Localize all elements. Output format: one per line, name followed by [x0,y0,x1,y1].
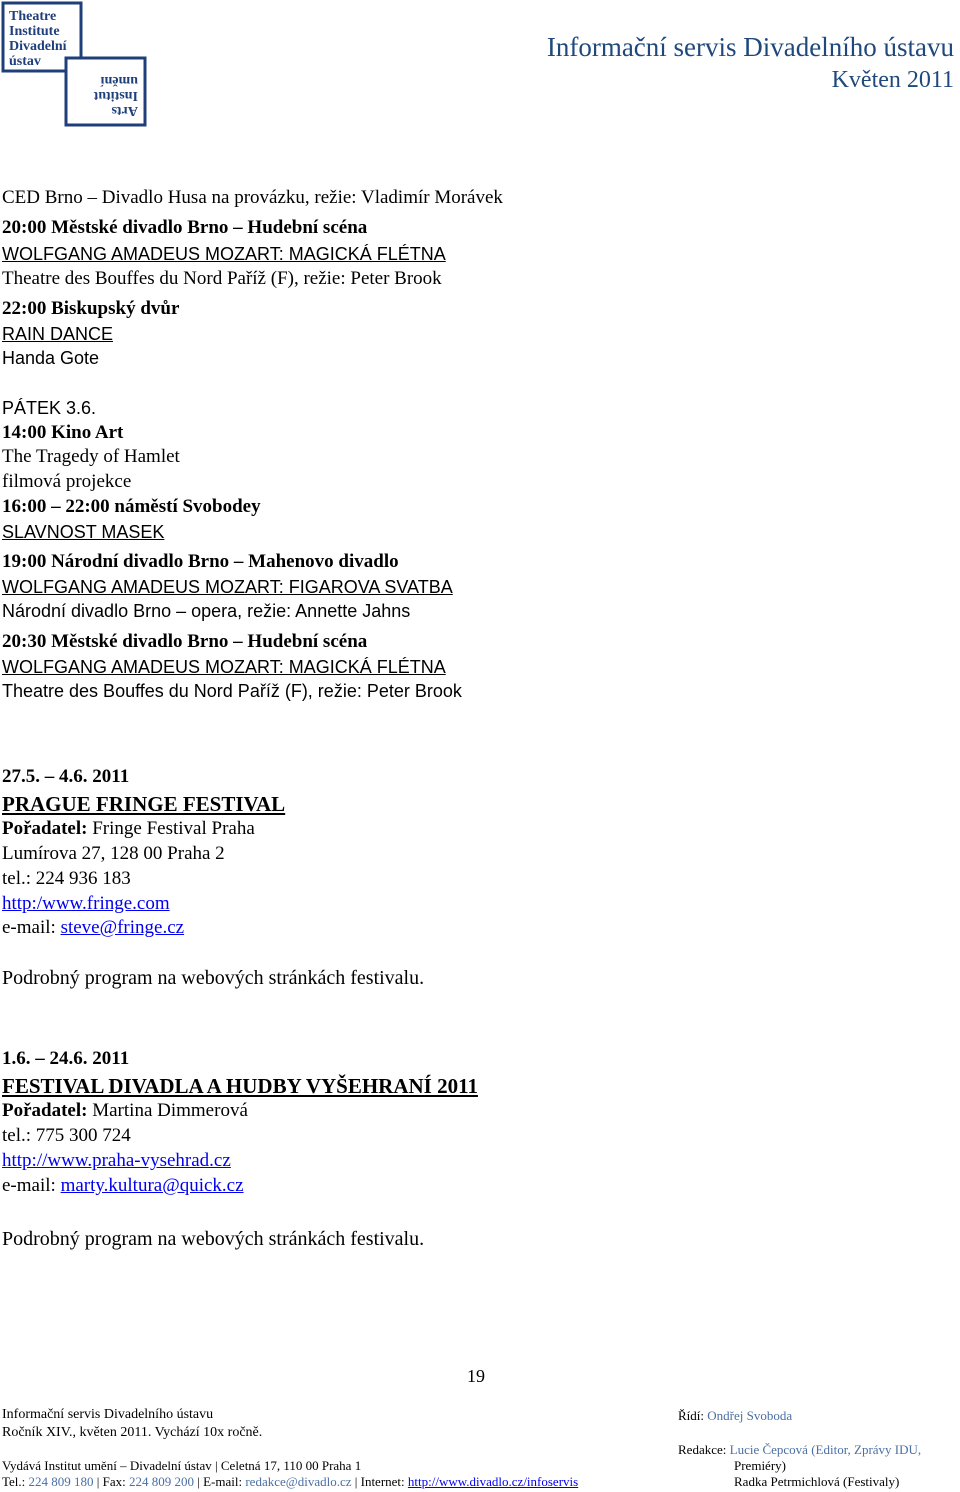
web-label: | Internet: [354,1474,408,1489]
footer-editors [678,1442,921,1458]
footer-publication: Informační servis Divadelního ústavu [2,1407,214,1422]
event-venue: 20:00 Městské divadlo Brno – Hudební scéna [2,217,368,238]
organizer-value: Martina Dimmerová [87,1100,248,1121]
logo-text-umeni: umění [100,73,138,88]
event-title: SLAVNOST MASEK [2,522,165,542]
festival-address: Lumírova 27, 128 00 Praha 2 [2,843,225,864]
event-line: Theatre des Bouffes du Nord Paříž (F), režie: Peter Brook [2,268,442,289]
logo-text-divadelni: Divadelní [9,39,67,54]
festival-dates: 27.5. – 4.6. 2011 [2,766,130,787]
event-venue: 19:00 Národní divadlo Brno – Mahenovo divadlo [2,551,399,572]
day-heading: PÁTEK 3.6. [2,398,97,418]
director-label: Řídí: [678,1408,705,1423]
festival-email [2,1174,244,1198]
festival-email-link[interactable]: marty.kultura@quick.cz [60,1175,244,1196]
festival-web [2,892,170,916]
footer-email[interactable]: redakce@divadlo.cz [242,1474,355,1489]
event-line: Národní divadlo Brno – opera, režie: Annette Jahns [2,601,411,621]
event-line: The Tragedy of Hamlet [2,446,180,467]
footer-volume: Ročník XIV., květen 2011. Vychází 10x ročně. [2,1425,263,1440]
event-venue: 14:00 Kino Art [2,422,124,443]
footer-editor-festivals: Radka Petrmichlová (Festivaly) [734,1474,900,1489]
page-number: 19 [467,1366,485,1386]
festival-note: Podrobný program na webových stránkách festivalu. [2,967,425,989]
tel-value: 224 809 180 [25,1474,97,1489]
event-line: Handa Gote [2,348,100,368]
email-label: e-mail: [2,917,61,938]
fax-value: 224 809 200 [125,1474,198,1489]
header-date: Květen 2011 [831,67,954,93]
logo-text-arts: Arts [111,103,138,118]
festival-email [2,916,184,940]
event-venue: 22:00 Biskupský dvůr [2,298,180,319]
event-line: filmová projekce [2,471,132,492]
event-venue: 16:00 – 22:00 náměstí Svobodey [2,496,261,517]
footer-web-link[interactable]: http://www.divadlo.cz/infoservis [407,1474,579,1489]
email-label: | E-mail: [197,1474,243,1489]
organizer-label: Pořadatel: [2,818,88,839]
logo-text-institute: Institute [9,24,60,39]
logo-text-theatre: Theatre [9,9,57,24]
organizer-label: Pořadatel: [2,1100,88,1121]
header-title: Informační servis Divadelního ústavu [546,32,954,62]
footer-contacts [2,1474,578,1490]
logo-text-ustav: ústav [9,54,41,69]
director-name: Ondřej Svoboda [704,1408,793,1423]
footer-editors-cont: Premiéry) [734,1458,786,1473]
organizer-value: Fringe Festival Praha [87,818,255,839]
event-line: CED Brno – Divadlo Husa na provázku, režie: Vladimír Morávek [2,187,503,208]
event-title: WOLFGANG AMADEUS MOZART: MAGICKÁ FLÉTNA [2,244,446,264]
festival-email-link[interactable]: steve@fringe.cz [60,917,185,938]
editors-value: Lucie Čepcová (Editor, Zprávy IDU, [726,1442,922,1457]
festival-tel: tel.: 224 936 183 [2,868,131,889]
festival-web [2,1149,231,1173]
event-title: WOLFGANG AMADEUS MOZART: FIGAROVA SVATBA [2,577,453,597]
logo-graphic [0,0,148,128]
festival-note: Podrobný program na webových stránkách festivalu. [2,1228,425,1250]
theatre-institute-logo [0,0,148,128]
festival-dates: 1.6. – 24.6. 2011 [2,1048,130,1069]
event-title: RAIN DANCE [2,324,114,344]
event-title: WOLFGANG AMADEUS MOZART: MAGICKÁ FLÉTNA [2,657,446,677]
festival-web-link[interactable]: http:/www.fringe.com [2,893,170,914]
email-label: e-mail: [2,1175,61,1196]
event-line: Theatre des Bouffes du Nord Paříž (F), režie: Peter Brook [2,681,462,701]
footer-director [678,1408,792,1424]
fax-label: | Fax: [96,1474,126,1489]
editors-label: Redakce: [678,1442,727,1457]
event-venue: 20:30 Městské divadlo Brno – Hudební scéna [2,631,368,652]
tel-label: Tel.: [2,1474,26,1489]
festival-name: PRAGUE FRINGE FESTIVAL [2,792,286,816]
festival-organizer [2,1099,248,1123]
festival-name: FESTIVAL DIVADLA A HUDBY VYŠEHRANÍ 2011 [2,1074,478,1098]
festival-web-link[interactable]: http://www.praha-vysehrad.cz [2,1150,231,1171]
logo-text-institut: Institut [93,88,138,103]
festival-tel: tel.: 775 300 724 [2,1125,131,1146]
footer-publisher: Vydává Institut umění – Divadelní ústav | Celetná 17, 110 00 Praha 1 [2,1458,362,1473]
festival-organizer [2,817,255,841]
